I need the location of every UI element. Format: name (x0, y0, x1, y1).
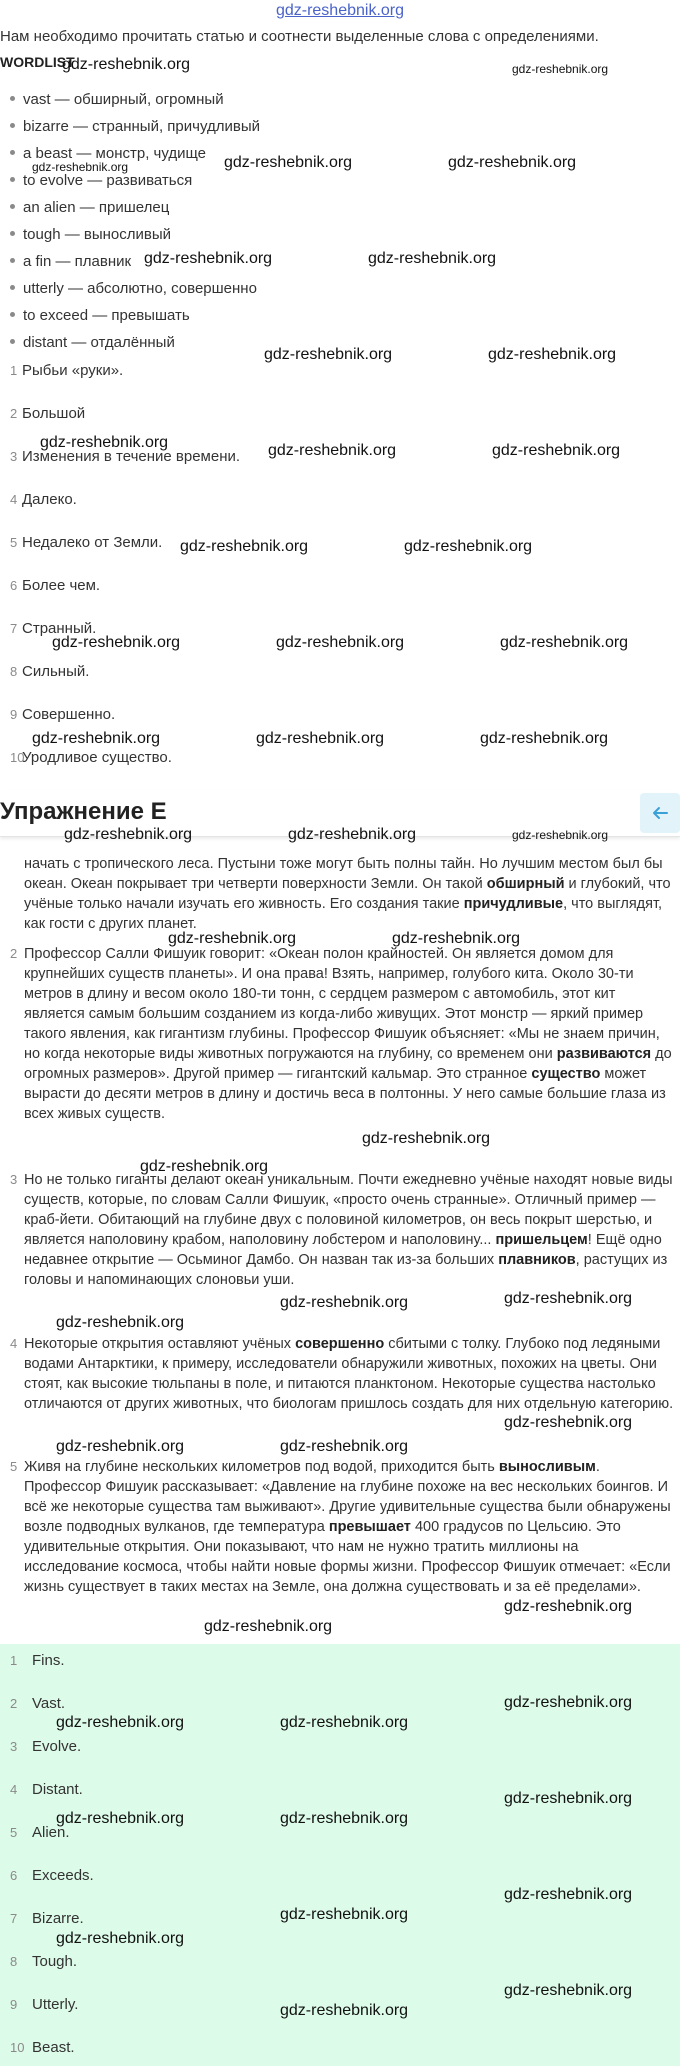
row-number: 6 (10, 578, 18, 593)
highlighted-word: пришельцем (495, 1232, 588, 1248)
list-item (10, 199, 169, 216)
definition-row (0, 491, 77, 508)
watermark: gdz-reshebnik.org (280, 1714, 409, 1731)
para-text: сбитыми с толку. Глубоко под ледяными водами Антарктики, к примеру, исследователи обнаружили животных, похожих на цветы. Они стоят, как высокие тюльпаны в поле, и питаются планктоном. Некоторые существа настолько отличаются от других животных, что биологам пришлось создать для них отдельную категорию. (24, 1336, 674, 1412)
watermark: gdz-reshebnik.org (180, 538, 309, 555)
watermark: gdz-reshebnik.org (504, 1414, 633, 1431)
row-number: 4 (10, 492, 18, 507)
watermark: gdz-reshebnik.org (40, 434, 169, 451)
list-item (10, 172, 192, 189)
definition-text: Более чем. (22, 577, 101, 594)
answer-text: Utterly. (32, 1996, 79, 2013)
row-number: 9 (10, 1997, 18, 2012)
watermark: gdz-reshebnik.org (504, 1598, 633, 1615)
watermark: gdz-reshebnik.org (504, 1982, 633, 1999)
answer-row (0, 1824, 70, 1841)
para-text: . Профессор Фишуик рассказывает: «Давление на глубине похоже на вес нескольких боингов. И всё же некоторые существа там выживают». Другие удивительные существа были обнаружены возле подводных вулканов, где температура (24, 1459, 671, 1535)
para-text: ! Ещё одно недавнее открытие — Осьминог Дамбо. Он назван так из-за больших (24, 1232, 662, 1268)
row-number: 8 (10, 1954, 18, 1969)
wordlist-text: an alien — пришелец (23, 199, 170, 216)
watermark: gdz-reshebnik.org (224, 154, 353, 171)
watermark: gdz-reshebnik.org (480, 730, 609, 747)
watermark: gdz-reshebnik.org (280, 1810, 409, 1827)
article-paragraph-5 (24, 1457, 676, 1597)
list-item (10, 91, 224, 108)
bullet-icon (10, 339, 15, 344)
para-text: Некоторые открытия оставляют учёных (24, 1336, 296, 1352)
watermark: gdz-reshebnik.org (504, 1694, 633, 1711)
watermark: gdz-reshebnik.org (56, 1810, 185, 1827)
back-button[interactable] (640, 793, 680, 833)
watermark: gdz-reshebnik.org (448, 154, 577, 171)
wordlist-label: WORDLIST (0, 54, 75, 70)
wordlist-text: vast — обширный, огромный (23, 91, 224, 108)
list-item (10, 118, 260, 135)
answer-row (0, 1738, 81, 1755)
list-item (10, 226, 171, 243)
watermark: gdz-reshebnik.org (56, 1314, 185, 1331)
article-paragraph-3 (24, 1170, 676, 1290)
row-number: 5 (10, 1825, 18, 1840)
para-text: до огромных размеров». Другой пример — гигантский кальмар. Это странное (24, 1046, 672, 1082)
watermark: gdz-reshebnik.org (56, 1714, 185, 1731)
definition-row (0, 577, 100, 594)
bullet-icon (10, 96, 15, 101)
wordlist-text: to exceed — превышать (23, 307, 190, 324)
definition-row (0, 749, 172, 766)
list-item (10, 253, 131, 270)
wordlist-text: tough — выносливый (23, 226, 172, 243)
highlighted-word: существо (531, 1066, 601, 1082)
watermark: gdz-reshebnik.org (264, 346, 393, 363)
answer-row (0, 1781, 83, 1798)
bullet-icon (10, 123, 15, 128)
section-title: Упражнение E (0, 798, 167, 825)
watermark: gdz-reshebnik.org (144, 250, 273, 267)
watermark: gdz-reshebnik.org (64, 826, 193, 843)
row-number: 2 (10, 1696, 18, 1711)
para-text: может вырасти до десяти метров в длину и достичь веса в полтонны. У него самые большие глаза из всех живых существ. (24, 1066, 666, 1122)
watermark: gdz-reshebnik.org (62, 56, 191, 73)
para-text: Профессор Салли Фишуик говорит: «Океан полон крайностей. Он является домом для крупнейших существ планеты». И она права! Взять, например, голубого кита. Около 30-ти метров в длину и весом около 180-ти тонн, с сердцем размером с автомобиль, этот кит является самым большим созданием из когда-либо живущих. Этот монстр — яркий пример такого явления, как гигантизм глубины. Профессор Фишуик объясняет: «Мы не знаем причин, но когда некоторые виды животных погружаются на глубину, со временем они (24, 946, 660, 1062)
answer-row (0, 2039, 75, 2056)
bullet-icon (10, 312, 15, 317)
watermark: gdz-reshebnik.org (404, 538, 533, 555)
answer-text: Beast. (32, 2039, 75, 2056)
watermark: gdz-reshebnik.org (52, 634, 181, 651)
definition-text: Рыбьи «руки». (22, 362, 124, 379)
bullet-icon (10, 177, 15, 182)
instruction-text: Нам необходимо прочитать статью и соотнести выделенные слова с определениями. (0, 28, 599, 45)
answer-text: Fins. (32, 1652, 65, 1669)
answer-text: Tough. (32, 1953, 78, 1970)
row-number: 9 (10, 707, 18, 722)
highlighted-word: выносливым (498, 1459, 596, 1475)
watermark: gdz-reshebnik.org (280, 2002, 409, 2019)
answer-row (0, 1910, 84, 1927)
row-number: 1 (10, 363, 18, 378)
paragraph-number: 3 (10, 1172, 18, 1187)
para-text: 400 градусов по Цельсию. Это удивительные открытия. Они показывают, что нам не нужно тратить миллионы на исследование космоса, чтобы найти новые формы жизни. Профессор Фишуик отмечает: «Если жизнь существует в таких местах на Земле, она должна существовать и за её пределами». (24, 1519, 671, 1595)
watermark: gdz-reshebnik.org (280, 1294, 409, 1311)
watermark: gdz-reshebnik.org (276, 634, 405, 651)
paragraph-number: 5 (10, 1459, 18, 1474)
bullet-icon (10, 258, 15, 263)
row-number: 7 (10, 1911, 18, 1926)
para-text: Но не только гиганты делают океан уникальным. Почти ежедневно учёные находят новые виды существ, которые, по словам Салли Фишуик, «просто очень странные». Отличный пример — краб-йети. Обитающий на глубине двух с половиной километров, он весь покрыт шерстью, и является наполовину крабом, наполовину лобстером и наполовину... (24, 1172, 673, 1248)
answer-text: Exceeds. (32, 1867, 94, 1884)
para-text: , растущих из головы и напоминающих слоновьи уши. (24, 1252, 668, 1288)
bullet-icon (10, 285, 15, 290)
article-paragraph-2 (24, 944, 676, 1124)
watermark: gdz-reshebnik.org (488, 346, 617, 363)
highlighted-word: превышает (328, 1519, 411, 1535)
watermark: gdz-reshebnik.org (504, 1290, 633, 1307)
paragraph-number: 4 (10, 1336, 18, 1351)
definition-text: Совершенно. (22, 706, 116, 723)
answer-text: Alien. (32, 1824, 70, 1841)
watermark: gdz-reshebnik.org (512, 62, 609, 76)
watermark: gdz-reshebnik.org (504, 1886, 633, 1903)
definition-row (0, 620, 96, 637)
definition-text: Сильный. (22, 663, 90, 680)
watermark: gdz-reshebnik.org (362, 1130, 491, 1147)
watermark: gdz-reshebnik.org (500, 634, 629, 651)
watermark: gdz-reshebnik.org (492, 442, 621, 459)
watermark: gdz-reshebnik.org (288, 826, 417, 843)
watermark: gdz-reshebnik.org (368, 250, 497, 267)
watermark: gdz-reshebnik.org (256, 730, 385, 747)
definition-row (0, 663, 89, 680)
row-number: 6 (10, 1868, 18, 1883)
wordlist-text: distant — отдалённый (23, 334, 175, 351)
watermark: gdz-reshebnik.org (512, 828, 609, 842)
section-header (0, 790, 680, 837)
wordlist-text: a beast — монстр, чудище (23, 145, 206, 162)
watermark: gdz-reshebnik.org (168, 930, 297, 947)
para-text: , что выглядят, как гости с других планет. (24, 896, 663, 932)
answer-row (0, 1652, 65, 1669)
row-number: 3 (10, 1739, 18, 1754)
definition-row (0, 534, 162, 551)
wordlist-text: utterly — абсолютно, совершенно (23, 280, 257, 297)
paragraph-number: 2 (10, 946, 18, 961)
watermark: gdz-reshebnik.org (280, 1906, 409, 1923)
wordlist-text: to evolve — развиваться (23, 172, 193, 189)
answers-panel (0, 1644, 680, 2066)
watermark: gdz-reshebnik.org (280, 1438, 409, 1455)
row-number: 10 (10, 750, 25, 765)
watermark: gdz-reshebnik.org (32, 730, 161, 747)
definition-text: Уродливое существо. (22, 749, 172, 766)
answer-row (0, 1996, 78, 2013)
para-text: и глубокий, что учёные только начали изучать его живность. Его создания такие (24, 876, 671, 912)
site-title[interactable]: gdz-reshebnik.org (275, 2, 405, 19)
row-number: 7 (10, 621, 18, 636)
list-item (10, 307, 190, 324)
watermark: gdz-reshebnik.org (140, 1158, 269, 1175)
watermark: gdz-reshebnik.org (56, 1930, 185, 1947)
answer-text: Distant. (32, 1781, 83, 1798)
definition-text: Далеко. (22, 491, 77, 508)
bullet-icon (10, 204, 15, 209)
answer-row (0, 1953, 77, 1970)
answer-text: Vast. (32, 1695, 66, 1712)
row-number: 3 (10, 449, 18, 464)
definition-row (0, 448, 240, 465)
highlighted-word: плавников (498, 1252, 576, 1268)
bullet-icon (10, 150, 15, 155)
highlighted-word: причудливые (463, 896, 564, 912)
list-item (10, 145, 206, 162)
watermark: gdz-reshebnik.org (32, 160, 129, 174)
row-number: 8 (10, 664, 18, 679)
row-number: 10 (10, 2040, 25, 2055)
row-number: 1 (10, 1653, 18, 1668)
article-paragraph-1 (24, 854, 676, 934)
row-number: 2 (10, 406, 18, 421)
article-paragraph-4 (24, 1334, 676, 1414)
bullet-icon (10, 231, 15, 236)
highlighted-word: совершенно (295, 1336, 385, 1352)
watermark: gdz-reshebnik.org (268, 442, 397, 459)
definition-row (0, 706, 115, 723)
watermark: gdz-reshebnik.org (204, 1618, 333, 1635)
definition-text: Странный. (22, 620, 97, 637)
para-text: Живя на глубине нескольких километров под водой, приходится быть (24, 1459, 499, 1475)
answer-text: Evolve. (32, 1738, 82, 1755)
arrow-left-icon (651, 804, 669, 822)
wordlist-text: a fin — плавник (23, 253, 132, 270)
definition-row (0, 362, 123, 379)
definition-row (0, 405, 85, 422)
list-item (10, 334, 175, 351)
watermark: gdz-reshebnik.org (56, 1438, 185, 1455)
definition-text: Большой (22, 405, 86, 422)
watermark: gdz-reshebnik.org (392, 930, 521, 947)
definition-text: Изменения в течение времени. (22, 448, 241, 465)
highlighted-word: развиваются (556, 1046, 652, 1062)
para-text: начать с тропического леса. Пустыни тоже могут быть полны тайн. Но лучшим местом был бы океан. Океан покрывает три четверти поверхности Земли. Он такой (24, 856, 663, 892)
watermark: gdz-reshebnik.org (504, 1790, 633, 1807)
answer-text: Bizarre. (32, 1910, 84, 1927)
answer-row (0, 1695, 65, 1712)
wordlist-text: bizarre — странный, причудливый (23, 118, 260, 135)
highlighted-word: обширный (486, 876, 565, 892)
answer-row (0, 1867, 94, 1884)
row-number: 5 (10, 535, 18, 550)
definition-text: Недалеко от Земли. (22, 534, 163, 551)
list-item (10, 280, 257, 297)
row-number: 4 (10, 1782, 18, 1797)
